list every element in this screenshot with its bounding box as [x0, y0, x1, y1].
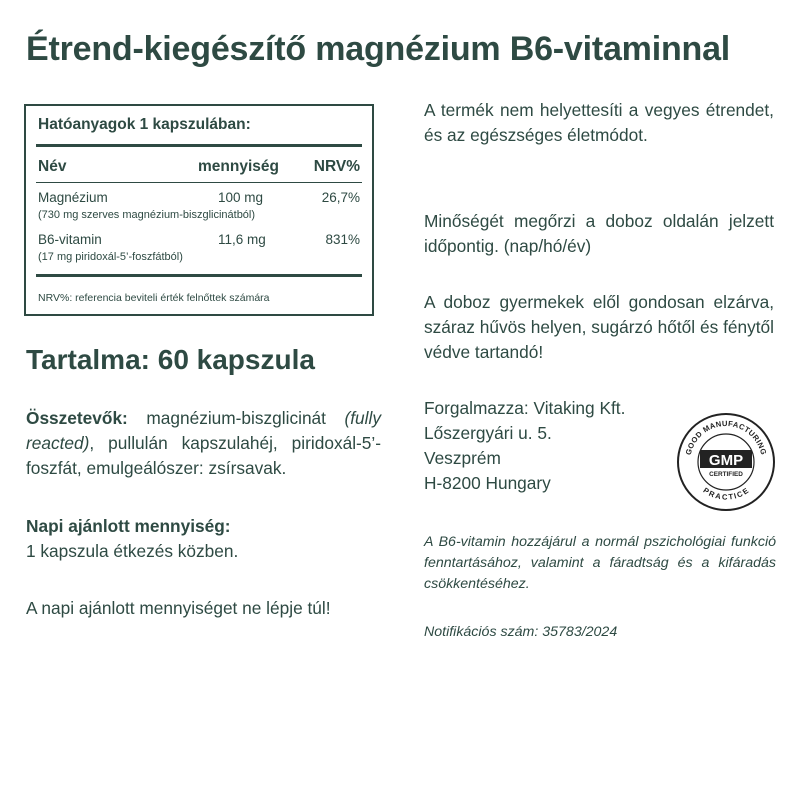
col-header-amount: mennyiség — [198, 158, 279, 175]
address-line: Forgalmazza: Vitaking Kft. — [424, 398, 626, 418]
nutrient-nrv: 26,7% — [321, 190, 360, 205]
nutrient-source: (730 mg szerves magnézium-biszglicinátból) — [38, 209, 256, 221]
table-divider — [36, 274, 362, 277]
nutrient-amount: 11,6 mg — [218, 232, 266, 247]
gmp-sub: CERTIFIED — [709, 471, 743, 478]
nutrient-name: B6-vitamin — [38, 232, 102, 247]
ingredients-italic: (fully reacted) — [26, 408, 381, 453]
nutrient-amount: 100 mg — [218, 190, 264, 205]
gmp-bottom-arc: PRACTICE — [701, 485, 751, 502]
col-header-name: Név — [38, 158, 67, 175]
product-title: Étrend-kiegészítő magnézium B6-vitaminnal — [26, 30, 731, 68]
table-divider — [36, 144, 362, 147]
nutrient-name: Magnézium — [38, 190, 108, 205]
nutrient-nrv: 831% — [325, 232, 360, 247]
gmp-certified-badge — [676, 412, 776, 512]
notification-number: Notifikációs szám: 35783/2024 — [424, 624, 618, 640]
storage-statement: A doboz gyermekek elől gondosan elzárva, száraz hűvös helyen, sugárzó hőtől és fénytől védve tartandó! — [424, 292, 774, 362]
ingredients-label: Összetevők: — [26, 408, 128, 428]
health-claim: A B6-vitamin hozzájárul a normál pszichológiai funkció fenntartásához, valamint a fáradtság és a kifáradás csökkentéséhez. — [424, 534, 776, 592]
nutrition-heading: Hatóanyagok 1 kapszulában: — [38, 116, 251, 133]
dose-warning: A napi ajánlott mennyiséget ne lépje túl! — [26, 598, 331, 618]
ingredients-text-rest: , pullulán kapszulahéj, piridoxál-5’-foszfát, emulgeálószer: zsírsavak. — [26, 433, 381, 478]
daily-dose-paragraph — [26, 514, 381, 564]
table-divider — [36, 182, 362, 183]
ingredients-text: magnézium-biszglicinát — [127, 408, 345, 428]
address-line: Veszprém — [424, 448, 501, 468]
best-before-statement: Minőségét megőrzi a doboz oldalán jelzett időpontig. (nap/hó/év) — [424, 211, 774, 256]
gmp-center: GMP — [708, 452, 744, 469]
nutrition-table — [24, 104, 374, 316]
gmp-top-arc: GOOD MANUFACTURING — [683, 418, 769, 456]
col-header-nrv: NRV% — [313, 158, 360, 175]
ingredients-paragraph — [26, 406, 381, 481]
distributor-address — [424, 396, 625, 496]
address-line: Lőszergyári u. 5. — [424, 423, 552, 443]
diet-statement: A termék nem helyettesíti a vegyes étrendet, és az egészséges életmódot. — [424, 100, 774, 145]
address-line: H-8200 Hungary — [424, 473, 551, 493]
daily-dose-text: 1 kapszula étkezés közben. — [26, 541, 239, 561]
daily-dose-label: Napi ajánlott mennyiség: — [26, 516, 231, 536]
svg-text:PRACTICE — [701, 486, 750, 502]
nutrient-source: (17 mg piridoxál-5’-foszfátból) — [38, 251, 183, 263]
nrv-footnote: NRV%: referencia beviteli érték felnőttek számára — [38, 292, 270, 304]
package-content: Tartalma: 60 kapszula — [26, 344, 315, 375]
